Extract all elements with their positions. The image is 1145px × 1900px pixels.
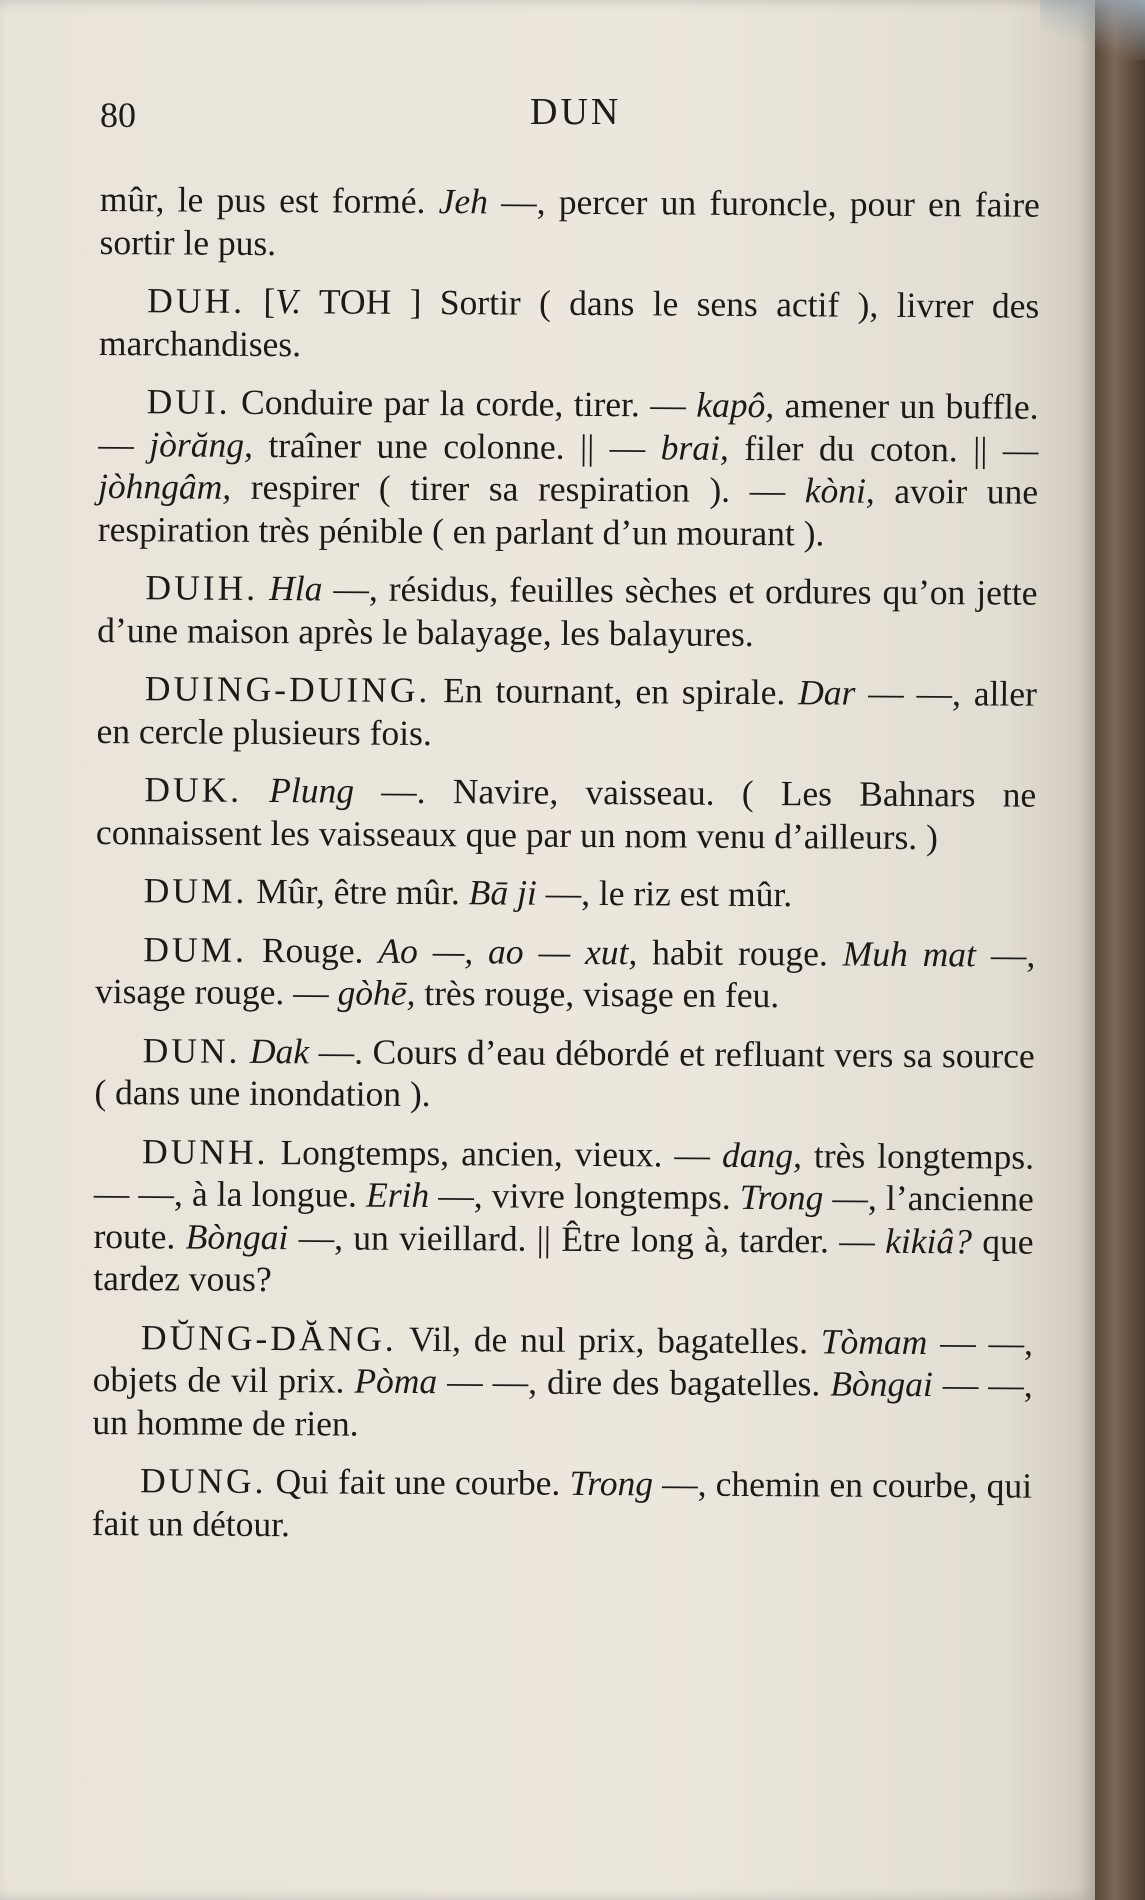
headword: DUN. — [142, 1029, 241, 1071]
entry-dum-2: DUM. Rouge. Ao —, ao — xut, habit rouge. Muh mat —, visage rouge. — gòhē, très rouge, visage en feu. — [94, 928, 1036, 1016]
entry-dun: DUN. Dak —. Cours d’eau débordé et refluant vers sa source ( dans une inondation ). — [94, 1029, 1035, 1115]
entry-dui: DUI. Conduire par la corde, tirer. — kapô, amener un buffle. — jòrăng, traîner une colonne. || — brai, filer du coton. || — jòhngâm, respirer ( tirer sa respiration ). — kòni, avoir une respiration très pénible ( en parlant d’un mourant ). — [97, 381, 1039, 553]
entry-continuation: mûr, le pus est formé. Jeh —, percer un furoncle, pour en faire sortir le pus. — [99, 178, 1040, 263]
entry-duk: DUK. Plung —. Navire, vaisseau. ( Les Bahnars ne connaissent les vaisseaux que par un nom venu d’ailleurs. ) — [95, 769, 1037, 857]
entry-duih: DUIH. Hla —, résidus, feuilles sèches et ordures qu’on jette d’une maison après le balayage, les balayures. — [97, 567, 1038, 654]
headword: DUK. — [144, 769, 243, 810]
headword: DUIH. — [145, 567, 259, 608]
headword: DUI. — [146, 381, 231, 422]
entry-dunh: DUNH. Longtemps, ancien, vieux. — dang, très longtemps. — —, à la longue. Erih —, vivre longtemps. Trong —, l’ancienne route. Bòngai —, un vieillard. || Être long à, tarder. — kikiâ? que tardez vous? — [93, 1130, 1035, 1300]
headword: DUM. — [143, 870, 248, 911]
page-edge — [1095, 0, 1145, 1900]
headword: DUNH. — [141, 1130, 269, 1172]
page-header — [100, 88, 1020, 138]
entry-duh: DUH. [V. TOH ] Sortir ( dans le sens actif ), livrer des marchandises. — [98, 280, 1040, 364]
dictionary-text — [92, 178, 1040, 1566]
entry-dung: DUNG. Qui fait une courbe. Trong —, chemin en courbe, qui fait un détour. — [91, 1460, 1033, 1544]
headword: DUM. — [143, 928, 248, 970]
running-head: DUN — [530, 91, 622, 133]
headword: DUING-DUING. — [144, 668, 431, 711]
entry-dung-dang: DŬNG-DĂNG. Vil, de nul prix, bagatelles. Tòmam — —, objets de vil prix. Pòma — —, dire des bagatelles. Bòngai — —, un homme de rien. — [92, 1316, 1034, 1444]
headword: DUH. — [147, 280, 246, 321]
page-number: 80 — [100, 95, 136, 135]
headword: DŬNG-DĂNG. — [140, 1316, 397, 1359]
corner-shadow — [1040, 0, 1145, 60]
entry-duing-duing: DUING-DUING. En tournant, en spirale. Dar — —, aller en cercle plusieurs fois. — [96, 668, 1038, 753]
headword: DUNG. — [139, 1460, 267, 1502]
entry-dum-1: DUM. Mûr, être mûr. Bā ji —, le riz est mûr. — [143, 870, 793, 915]
